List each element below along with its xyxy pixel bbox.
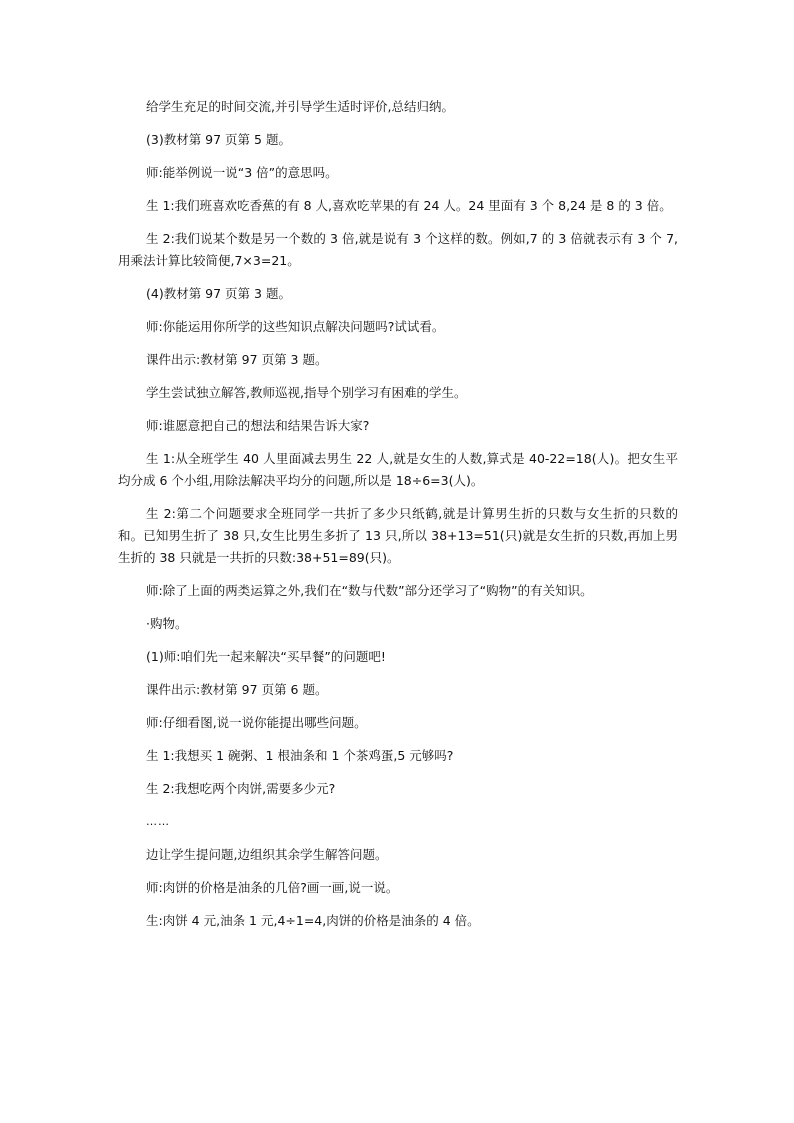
paragraph: 师:能举例说一说“3 倍”的意思吗。 — [146, 165, 338, 180]
document-body — [118, 96, 678, 943]
paragraph: ·购物。 — [146, 616, 188, 631]
paragraph: (3)教材第 97 页第 5 题。 — [146, 132, 291, 147]
paragraph: 生:肉饼 4 元,油条 1 元,4÷1=4,肉饼的价格是油条的 4 倍。 — [146, 913, 480, 928]
paragraph: 生 2:我想吃两个肉饼,需要多少元? — [146, 781, 336, 796]
paragraph: 生 1:我想买 1 碗粥、1 根油条和 1 个茶鸡蛋,5 元够吗? — [146, 748, 454, 763]
paragraph: 师:谁愿意把自己的想法和结果告诉大家? — [146, 418, 370, 433]
paragraph: 课件出示:教材第 97 页第 3 题。 — [146, 352, 328, 367]
paragraph: 课件出示:教材第 97 页第 6 题。 — [146, 682, 328, 697]
paragraph: 生 1:我们班喜欢吃香蕉的有 8 人,喜欢吃苹果的有 24 人。24 里面有 3 个 8,24 是 8 的 3 倍。 — [146, 198, 672, 213]
paragraph: 学生尝试独立解答,教师巡视,指导个别学习有困难的学生。 — [146, 385, 467, 400]
paragraph: 边让学生提问题,边组织其余学生解答问题。 — [146, 847, 388, 862]
paragraph: 师:仔细看图,说一说你能提出哪些问题。 — [146, 715, 367, 730]
paragraph: 给学生充足的时间交流,并引导学生适时评价,总结归纳。 — [146, 99, 454, 114]
paragraph: 生 1:从全班学生 40 人里面减去男生 22 人,就是女生的人数,算式是 40-22=18(人)。把女生平均分成 6 个小组,用除法解决平均分的问题,所以是 18÷6=3(人)。 — [118, 451, 678, 488]
paragraph: (4)教材第 97 页第 3 题。 — [146, 286, 291, 301]
paragraph: (1)师:咱们先一起来解决“买早餐”的问题吧! — [146, 649, 386, 664]
ellipsis-paragraph: …… — [146, 815, 170, 828]
paragraph: 生 2:第二个问题要求全班同学一共折了多少只纸鹤,就是计算男生折的只数与女生折的只数的和。已知男生折了 38 只,女生比男生多折了 13 只,所以 38+13=51(只)就是女生折的只数,再加上男生折的 38 只就是一共折的只数:38+51=89(只)。 — [118, 506, 678, 565]
paragraph: 生 2:我们说某个数是另一个数的 3 倍,就是说有 3 个这样的数。例如,7 的 3 倍就表示有 3 个 7,用乘法计算比较简便,7×3=21。 — [118, 231, 678, 268]
paragraph: 师:除了上面的两类运算之外,我们在“数与代数”部分还学习了“购物”的有关知识。 — [146, 583, 593, 598]
paragraph: 师:你能运用你所学的这些知识点解决问题吗?试试看。 — [146, 319, 445, 334]
paragraph: 师:肉饼的价格是油条的几倍?画一画,说一说。 — [146, 880, 399, 895]
